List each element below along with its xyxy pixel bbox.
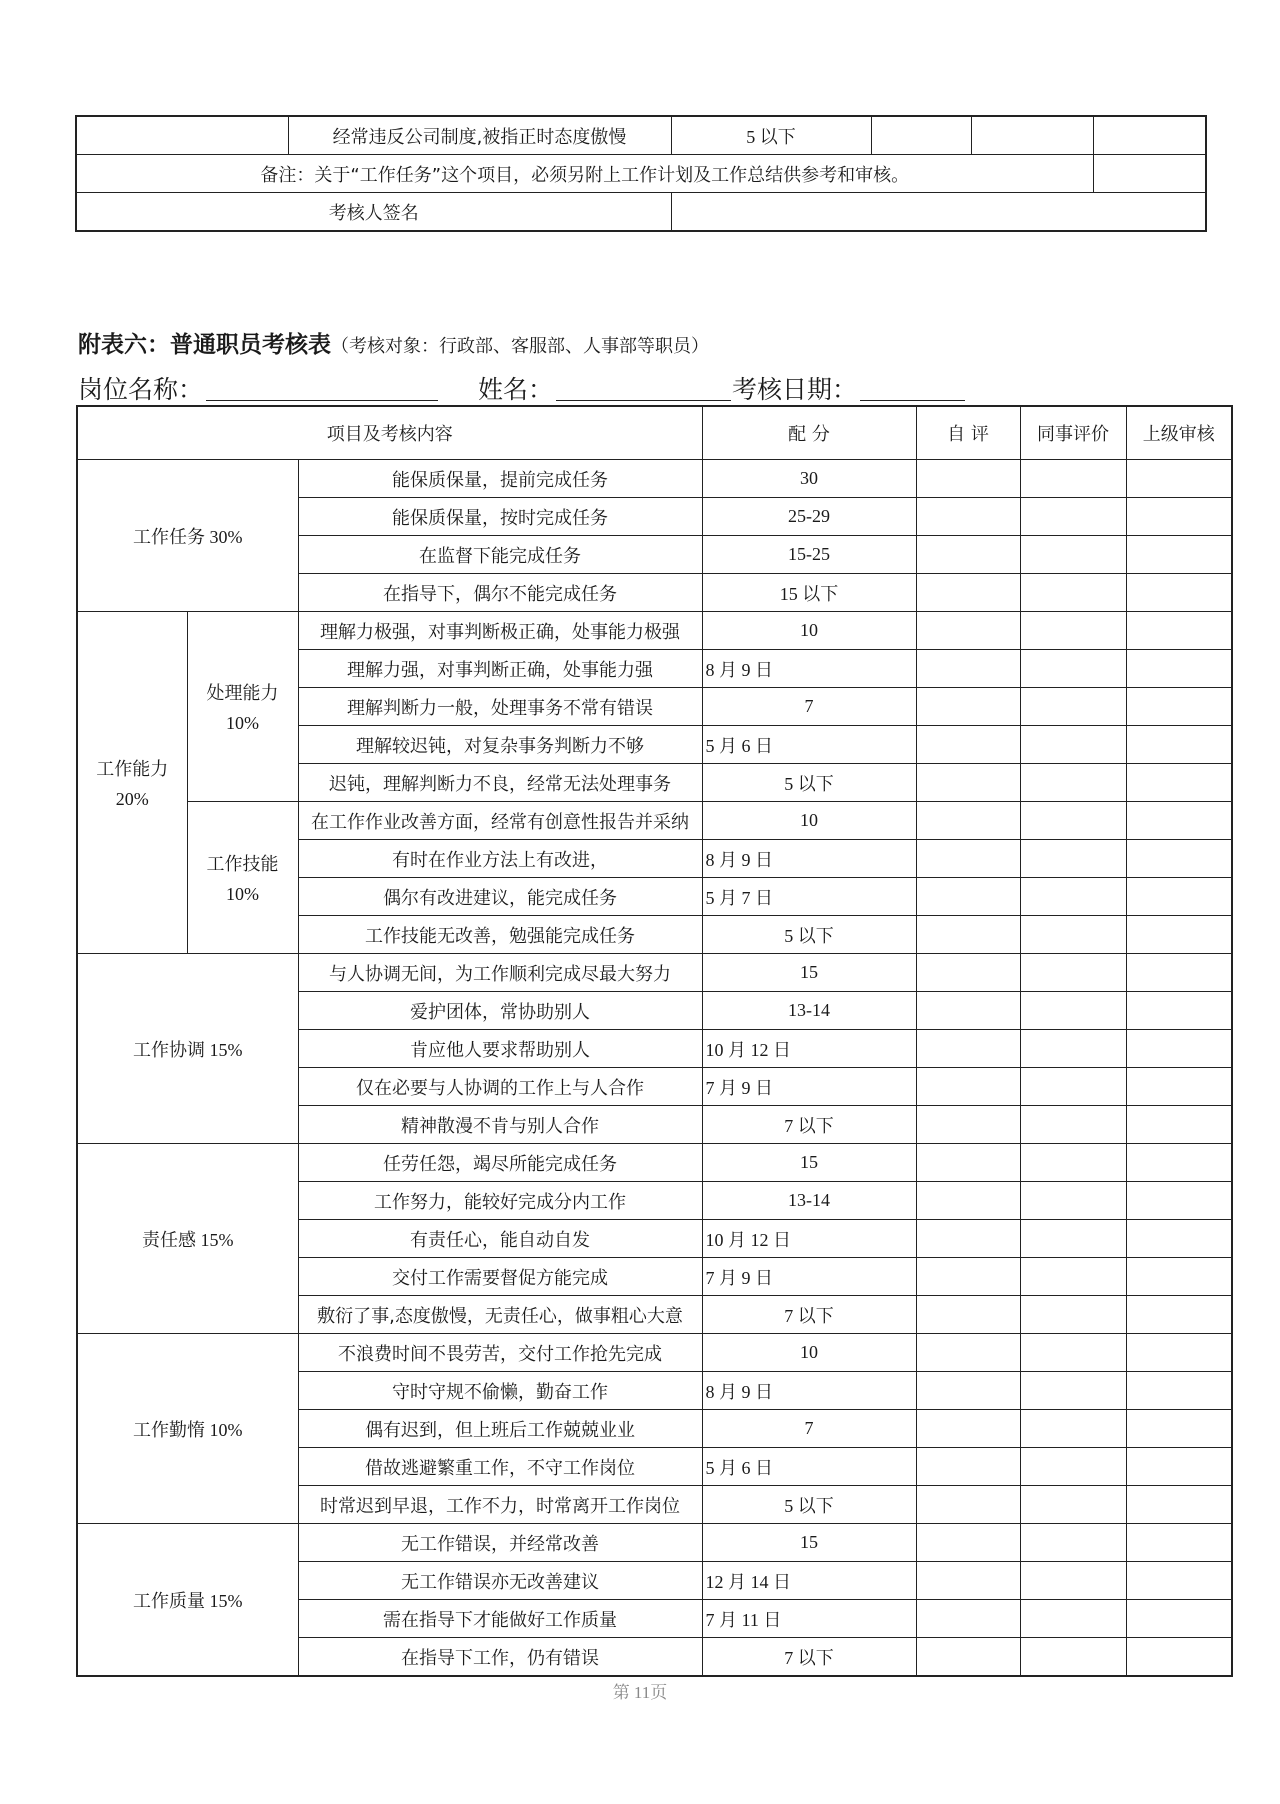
peer-eval-cell[interactable] [1020,1144,1126,1182]
self-eval-cell[interactable] [916,1220,1020,1258]
supervisor-eval-cell[interactable] [1126,878,1232,916]
peer-eval-cell[interactable] [1020,878,1126,916]
peer-eval-cell[interactable] [1020,1220,1126,1258]
self-eval-cell[interactable] [916,1562,1020,1600]
subcategory-label-percent: 10% [226,713,259,733]
criteria-cell: 能保质保量，按时完成任务 [298,498,702,536]
header-peer: 同事评价 [1020,406,1126,460]
criteria-cell: 工作技能无改善，勉强能完成任务 [298,916,702,954]
criteria-cell: 在工作作业改善方面，经常有创意性报告并采纳 [298,802,702,840]
criteria-cell: 无工作错误亦无改善建议 [298,1562,702,1600]
score-cell: 25-29 [702,498,916,536]
peer-eval-cell[interactable] [1020,1524,1126,1562]
score-cell: 15 [702,954,916,992]
table-row [77,802,1232,840]
peer-eval-cell[interactable] [1020,650,1126,688]
self-eval-cell[interactable] [916,1524,1020,1562]
criteria-cell: 爱护团体，常协助别人 [298,992,702,1030]
self-eval-cell[interactable] [916,1106,1020,1144]
score-cell: 10 [702,612,916,650]
score-cell: 10 月 12 日 [702,1030,916,1068]
criteria-cell: 理解力强，对事判断正确，处事能力强 [298,650,702,688]
peer-eval-cell[interactable] [1020,802,1126,840]
peer-eval-cell[interactable] [1020,1638,1126,1677]
supervisor-eval-cell[interactable] [1126,650,1232,688]
peer-eval-cell[interactable] [1020,688,1126,726]
category-label: 工作任务 30% [77,460,298,612]
table-row [77,460,1232,498]
self-eval-cell[interactable] [916,1030,1020,1068]
peer-eval-cell[interactable] [1020,460,1126,498]
position-label: 岗位名称： [78,375,204,404]
supervisor-eval-cell[interactable] [1126,916,1232,954]
header-score: 配 分 [702,406,916,460]
peer-eval-cell[interactable] [1020,840,1126,878]
score-cell: 15 [702,1524,916,1562]
supervisor-eval-cell[interactable] [1126,1144,1232,1182]
score-cell: 5 以下 [702,916,916,954]
supervisor-eval-cell[interactable] [1126,1220,1232,1258]
supervisor-eval-cell[interactable] [1126,1524,1232,1562]
criteria-cell: 有责任心，能自动自发 [298,1220,702,1258]
table-row [77,1334,1232,1372]
self-eval-cell[interactable] [916,1638,1020,1677]
supervisor-eval-cell[interactable] [1126,1372,1232,1410]
category-label: 责任感 15% [77,1144,298,1334]
peer-eval-cell[interactable] [1020,1486,1126,1524]
score-cell: 7 以下 [702,1296,916,1334]
supervisor-eval-cell[interactable] [1126,1030,1232,1068]
score-cell: 13-14 [702,1182,916,1220]
score-cell: 5 以下 [671,116,871,155]
criteria-cell: 无工作错误，并经常改善 [298,1524,702,1562]
self-eval-cell[interactable] [916,992,1020,1030]
peer-eval-cell[interactable] [1020,1182,1126,1220]
supervisor-eval-cell[interactable] [1126,1638,1232,1677]
peer-eval-cell[interactable] [1020,764,1126,802]
peer-eval-cell[interactable] [1020,992,1126,1030]
self-eval-cell[interactable] [916,954,1020,992]
remark-text: 备注：关于“工作任务”这个项目，必须另附上工作计划及工作总结供参考和审核。 [76,155,1093,193]
criteria-cell: 在指导下，偶尔不能完成任务 [298,574,702,612]
section-subtitle: （考核对象：行政部、客服部、人事部等职员） [331,336,709,357]
supervisor-eval-cell[interactable] [1126,1106,1232,1144]
subcategory-label-percent: 10% [226,884,259,904]
score-cell: 30 [702,460,916,498]
position-field[interactable] [206,370,438,401]
table-row [76,116,1206,155]
supervisor-eval-cell[interactable] [1093,116,1206,155]
evaluation-table [76,405,1233,1677]
supervisor-eval-cell[interactable] [1126,1334,1232,1372]
criteria-cell: 借故逃避繁重工作，不守工作岗位 [298,1448,702,1486]
peer-eval-cell[interactable] [1020,498,1126,536]
peer-eval-cell[interactable] [1020,916,1126,954]
supervisor-eval-cell[interactable] [1126,688,1232,726]
self-eval-cell[interactable] [916,1486,1020,1524]
peer-eval-cell[interactable] [1020,1562,1126,1600]
self-eval-cell[interactable] [916,802,1020,840]
category-label-text: 工作能力 [96,759,169,779]
subcategory-label-text: 处理能力 [206,683,279,703]
category-label: 工作协调 15% [77,954,298,1144]
header-self: 自 评 [916,406,1020,460]
supervisor-eval-cell[interactable] [1126,1410,1232,1448]
criteria-cell: 精神散漫不肯与别人合作 [298,1106,702,1144]
self-eval-cell[interactable] [871,116,971,155]
criteria-cell: 不浪费时间不畏劳苦，交付工作抢先完成 [298,1334,702,1372]
supervisor-eval-cell[interactable] [1126,498,1232,536]
score-cell: 5 以下 [702,1486,916,1524]
supervisor-eval-cell[interactable] [1126,1600,1232,1638]
score-cell: 15 [702,1144,916,1182]
score-cell: 10 [702,802,916,840]
name-field[interactable] [556,370,731,401]
self-eval-cell[interactable] [916,1410,1020,1448]
peer-eval-cell[interactable] [1020,1334,1126,1372]
score-cell: 7 月 11 日 [702,1600,916,1638]
self-eval-cell[interactable] [916,1334,1020,1372]
signature-field[interactable] [671,193,1206,232]
criteria-cell: 守时守规不偷懒，勤奋工作 [298,1372,702,1410]
self-eval-cell[interactable] [916,536,1020,574]
criteria-cell: 在监督下能完成任务 [298,536,702,574]
supervisor-eval-cell[interactable] [1126,840,1232,878]
score-cell: 10 月 12 日 [702,1220,916,1258]
peer-eval-cell[interactable] [1020,574,1126,612]
supervisor-eval-cell[interactable] [1126,802,1232,840]
score-cell: 8 月 9 日 [702,1372,916,1410]
self-eval-cell[interactable] [916,1144,1020,1182]
self-eval-cell[interactable] [916,916,1020,954]
self-eval-cell[interactable] [916,498,1020,536]
self-eval-cell[interactable] [916,574,1020,612]
peer-eval-cell[interactable] [971,116,1093,155]
subcategory-label-text: 工作技能 [206,854,279,874]
header-boss: 上级审核 [1126,406,1232,460]
self-eval-cell[interactable] [916,1296,1020,1334]
self-eval-cell[interactable] [916,1372,1020,1410]
supervisor-eval-cell[interactable] [1126,1448,1232,1486]
self-eval-cell[interactable] [916,460,1020,498]
self-eval-cell[interactable] [916,1182,1020,1220]
supervisor-eval-cell[interactable] [1126,726,1232,764]
self-eval-cell[interactable] [916,1600,1020,1638]
self-eval-cell[interactable] [916,840,1020,878]
score-cell: 8 月 9 日 [702,840,916,878]
criteria-cell: 需在指导下才能做好工作质量 [298,1600,702,1638]
previous-evaluation-table [75,115,1207,232]
supervisor-eval-cell[interactable] [1126,1296,1232,1334]
score-cell: 12 月 14 日 [702,1562,916,1600]
score-cell: 15 以下 [702,574,916,612]
criteria-cell: 偶尔有改进建议，能完成任务 [298,878,702,916]
peer-eval-cell[interactable] [1020,1600,1126,1638]
self-eval-cell[interactable] [916,878,1020,916]
score-cell: 15-25 [702,536,916,574]
criteria-cell: 仅在必要与人协调的工作上与人合作 [298,1068,702,1106]
remark-empty-cell [1093,155,1206,193]
criteria-cell: 工作努力，能较好完成分内工作 [298,1182,702,1220]
criteria-cell: 理解力极强，对事判断极正确，处事能力极强 [298,612,702,650]
peer-eval-cell[interactable] [1020,1106,1126,1144]
header-row [77,406,1232,460]
criteria-cell: 迟钝，理解判断力不良，经常无法处理事务 [298,764,702,802]
signature-label: 考核人签名 [76,193,671,232]
criteria-cell: 敷衍了事,态度傲慢，无责任心，做事粗心大意 [298,1296,702,1334]
score-cell: 7 月 9 日 [702,1258,916,1296]
peer-eval-cell[interactable] [1020,1410,1126,1448]
page-number: 第 11页 [612,1683,668,1702]
header-item: 项目及考核内容 [77,406,702,460]
name-label: 姓名： [478,375,554,404]
score-cell: 7 以下 [702,1638,916,1677]
peer-eval-cell[interactable] [1020,1258,1126,1296]
self-eval-cell[interactable] [916,764,1020,802]
criteria-cell: 理解判断力一般，处理事务不常有错误 [298,688,702,726]
category-label-percent: 20% [115,789,149,809]
supervisor-eval-cell[interactable] [1126,574,1232,612]
self-eval-cell[interactable] [916,612,1020,650]
supervisor-eval-cell[interactable] [1126,1486,1232,1524]
supervisor-eval-cell[interactable] [1126,1182,1232,1220]
criteria-cell: 能保质保量，提前完成任务 [298,460,702,498]
table-row [77,1144,1232,1182]
section-title-main: 附表六：普通职员考核表 [78,332,331,358]
peer-eval-cell[interactable] [1020,1372,1126,1410]
criteria-cell: 任劳任怨，竭尽所能完成任务 [298,1144,702,1182]
self-eval-cell[interactable] [916,1258,1020,1296]
supervisor-eval-cell[interactable] [1126,764,1232,802]
supervisor-eval-cell[interactable] [1126,1258,1232,1296]
criteria-cell: 理解较迟钝，对复杂事务判断力不够 [298,726,702,764]
signature-row [76,193,1206,232]
peer-eval-cell[interactable] [1020,1296,1126,1334]
category-label [77,612,187,954]
self-eval-cell[interactable] [916,650,1020,688]
table-row [77,612,1232,650]
subcategory-label [187,612,298,802]
peer-eval-cell[interactable] [1020,1068,1126,1106]
peer-eval-cell[interactable] [1020,1030,1126,1068]
criteria-cell: 与人协调无间，为工作顺利完成尽最大努力 [298,954,702,992]
subcategory-label [187,802,298,954]
section-title [78,326,709,359]
criteria-cell: 肯应他人要求帮助别人 [298,1030,702,1068]
supervisor-eval-cell[interactable] [1126,1562,1232,1600]
criteria-cell: 偶有迟到，但上班后工作兢兢业业 [298,1410,702,1448]
score-cell: 13-14 [702,992,916,1030]
peer-eval-cell[interactable] [1020,536,1126,574]
supervisor-eval-cell[interactable] [1126,612,1232,650]
score-cell: 5 月 6 日 [702,1448,916,1486]
self-eval-cell[interactable] [916,726,1020,764]
date-field[interactable] [860,370,965,401]
date-label: 考核日期： [732,375,858,404]
peer-eval-cell[interactable] [1020,954,1126,992]
supervisor-eval-cell[interactable] [1126,1068,1232,1106]
self-eval-cell[interactable] [916,1068,1020,1106]
criteria-cell: 在指导下工作，仍有错误 [298,1638,702,1677]
score-cell: 5 月 6 日 [702,726,916,764]
score-cell: 5 月 7 日 [702,878,916,916]
remark-row [76,155,1206,193]
score-cell: 5 以下 [702,764,916,802]
score-cell: 8 月 9 日 [702,650,916,688]
self-eval-cell[interactable] [916,1448,1020,1486]
score-cell: 7 以下 [702,1106,916,1144]
peer-eval-cell[interactable] [1020,612,1126,650]
table-row [77,1524,1232,1562]
category-cell [76,116,288,155]
supervisor-eval-cell[interactable] [1126,992,1232,1030]
score-cell: 7 [702,688,916,726]
table-row [77,954,1232,992]
criteria-cell: 经常违反公司制度,被指正时态度傲慢 [288,116,671,155]
score-cell: 7 [702,1410,916,1448]
score-cell: 7 月 9 日 [702,1068,916,1106]
peer-eval-cell[interactable] [1020,726,1126,764]
score-cell: 10 [702,1334,916,1372]
criteria-cell: 交付工作需要督促方能完成 [298,1258,702,1296]
self-eval-cell[interactable] [916,688,1020,726]
category-label: 工作质量 15% [77,1524,298,1677]
supervisor-eval-cell[interactable] [1126,954,1232,992]
criteria-cell: 时常迟到早退，工作不力，时常离开工作岗位 [298,1486,702,1524]
peer-eval-cell[interactable] [1020,1448,1126,1486]
supervisor-eval-cell[interactable] [1126,536,1232,574]
category-label: 工作勤惰 10% [77,1334,298,1524]
criteria-cell: 有时在作业方法上有改进， [298,840,702,878]
supervisor-eval-cell[interactable] [1126,460,1232,498]
